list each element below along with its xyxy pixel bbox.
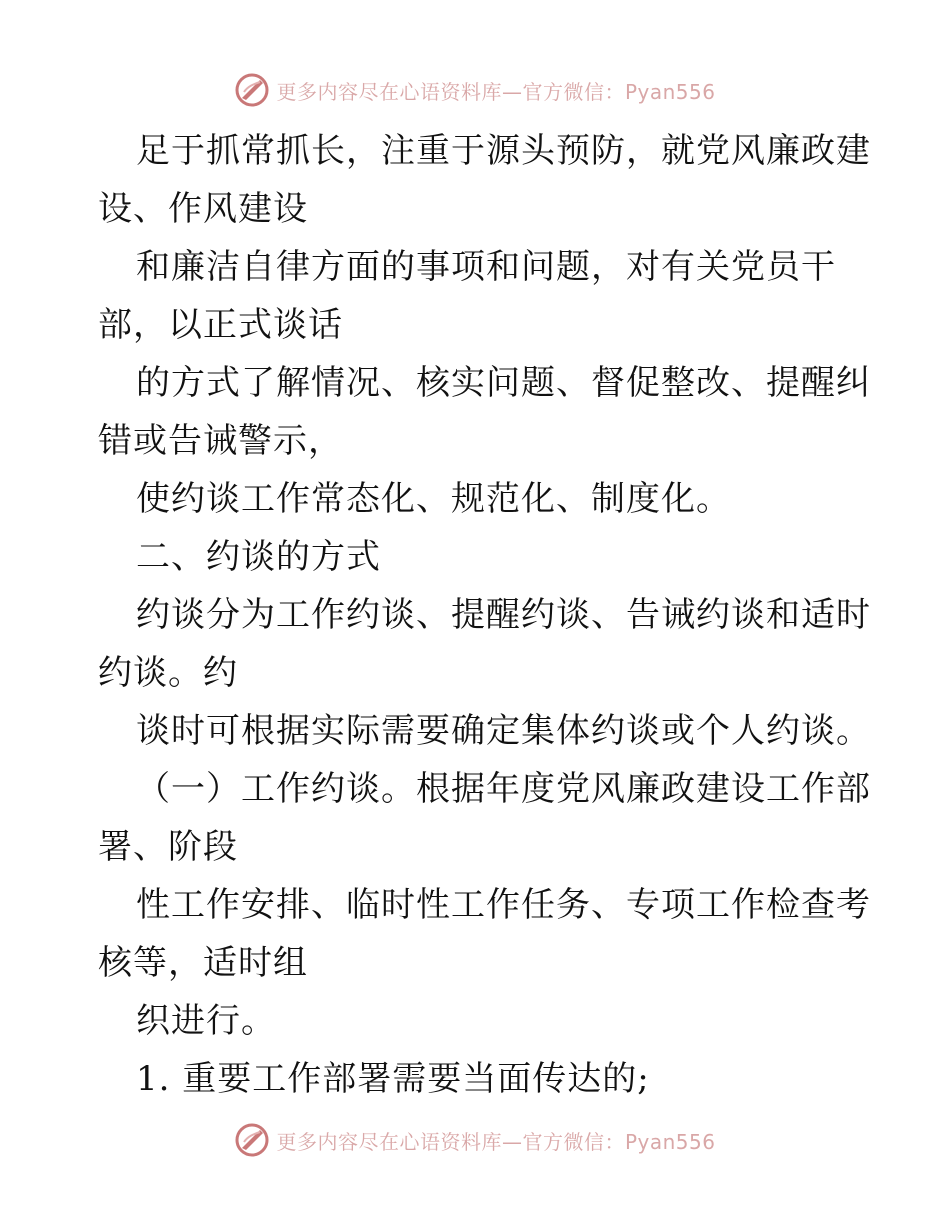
watermark-text: 更多内容尽在心语资料库—官方微信：Pyan556 bbox=[276, 1129, 716, 1154]
quill-logo-icon bbox=[234, 1122, 270, 1158]
watermark-text: 更多内容尽在心语资料库—官方微信：Pyan556 bbox=[276, 79, 716, 104]
text-line: 性工作安排、临时性工作任务、专项工作检查考 bbox=[136, 885, 871, 925]
text-line: 约谈。约 bbox=[98, 653, 238, 693]
text-line: 二、约谈的方式 bbox=[136, 537, 381, 577]
text-line: 足于抓常抓长，注重于源头预防，就党风廉政建 bbox=[136, 131, 871, 171]
watermark-header bbox=[0, 70, 950, 110]
text-line: 错或告诫警示， bbox=[98, 421, 343, 461]
text-line: （一）工作约谈。根据年度党风廉政建设工作部 bbox=[136, 769, 871, 809]
text-line: 署、阶段 bbox=[98, 827, 238, 867]
text-line: 织进行。 bbox=[136, 1001, 276, 1041]
text-line: 的方式了解情况、核实问题、督促整改、提醒纠 bbox=[136, 363, 871, 403]
text-line: 设、作风建设 bbox=[98, 189, 308, 229]
text-line: 约谈分为工作约谈、提醒约谈、告诫约谈和适时 bbox=[136, 595, 871, 635]
text-line: 1. 重要工作部署需要当面传达的; bbox=[136, 1059, 650, 1099]
text-line: 和廉洁自律方面的事项和问题，对有关党员干 bbox=[136, 247, 836, 287]
text-line: 使约谈工作常态化、规范化、制度化。 bbox=[136, 479, 731, 519]
document-body bbox=[98, 122, 871, 1108]
text-line: 部，以正式谈话 bbox=[98, 305, 343, 345]
text-line: 谈时可根据实际需要确定集体约谈或个人约谈。 bbox=[136, 711, 871, 751]
text-line: 核等，适时组 bbox=[98, 943, 308, 983]
quill-logo-icon bbox=[234, 72, 270, 108]
watermark-footer bbox=[0, 1120, 950, 1160]
